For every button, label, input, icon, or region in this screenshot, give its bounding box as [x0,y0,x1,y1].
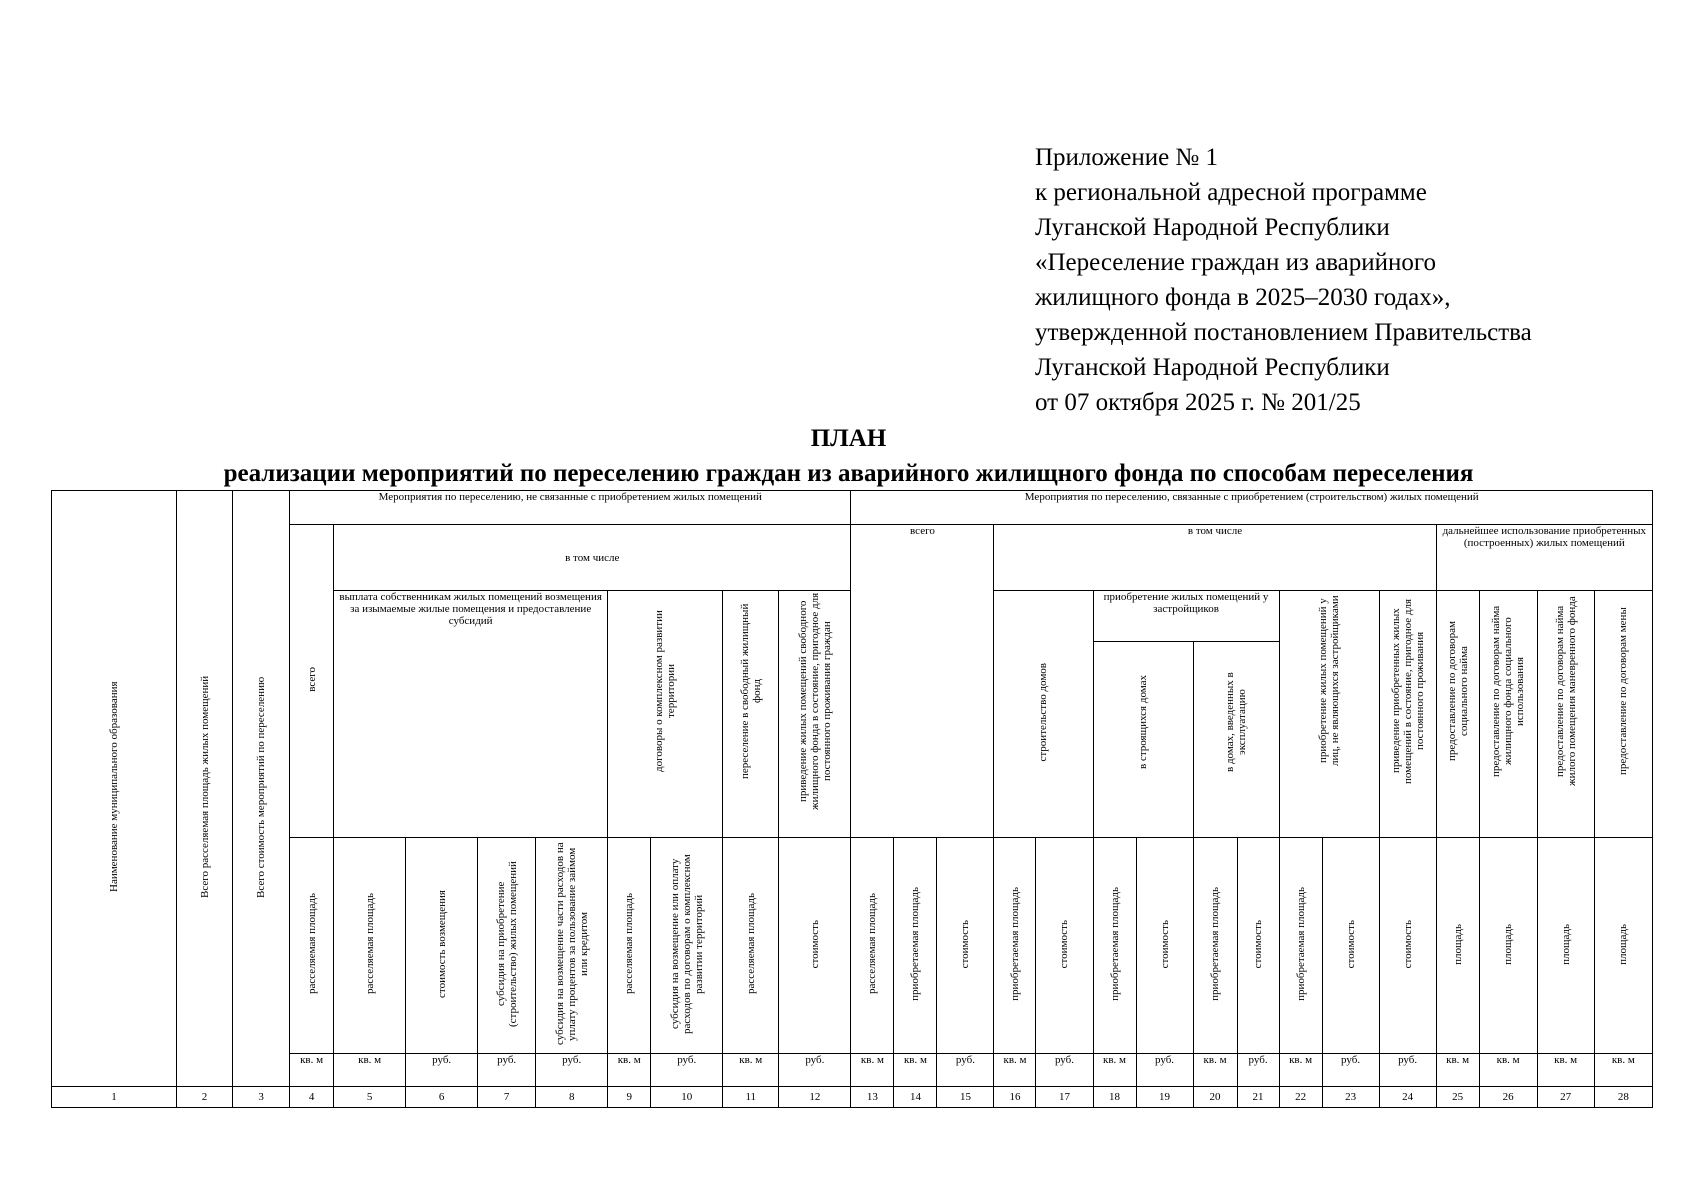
col-number: 7 [478,1087,536,1108]
a-bring [779,591,851,838]
unit-cell: руб. [478,1054,536,1087]
sub-6 [406,838,478,1054]
unit-cell: руб. [1036,1054,1093,1087]
unit-cell: кв. м [1436,1054,1479,1087]
sub-18 [1093,838,1136,1054]
unit-cell: кв. м [1537,1054,1594,1087]
annex-line: «Переселение граждан из аварийного [1035,249,1437,276]
col-number: 27 [1537,1087,1594,1108]
annex-line: Луганской Народной Республики [1035,354,1390,381]
sub-17-label: стоимость [1058,919,1071,969]
col-number: 20 [1193,1087,1237,1108]
b-buy-nondev [1279,591,1379,838]
plan-title: ПЛАН [810,425,887,452]
sub-11 [723,838,779,1054]
unit-cell: руб. [651,1054,723,1087]
unit-cell: руб. [1379,1054,1436,1087]
col-number: 23 [1322,1087,1379,1108]
sub-16-label: приобретаемая площадь [1008,887,1021,1001]
sub-4 [290,838,334,1054]
sub-8-label: субсидия на возмещение части расходов на уплату процентов за пользование займом или кредитом [553,842,590,1046]
group-b-header: Мероприятия по переселению, связанные с приобретением (строительством) жилых помещений [851,491,1653,525]
col-number: 5 [334,1087,406,1108]
b-bring [1379,591,1436,838]
unit-cell: кв. м [1093,1054,1136,1087]
sub-13-label: расселяемая площадь [866,893,879,995]
b-exchange-label: предоставление по договорам мены [1617,607,1630,775]
a-incl: в том числе [334,525,851,591]
sub-22-label: приобретаемая площадь [1294,887,1307,1001]
b-buy-dev: приобретение жилых помещений у застройщиков [1093,591,1279,642]
b-buy-nondev-label: приобретение жилых помещений у лиц, не являющихся застройщиками [1317,595,1342,767]
sub-19-label: стоимость [1158,919,1171,969]
b-soc [1436,591,1479,838]
b-bring-label: приведение приобретенных жилых помещений в состояние, пригодное для постоянного проживания [1389,598,1426,784]
b-build-label: строительство домов [1037,663,1050,762]
sub-7-label: субсидия на приобретение (строительство) жилых помещений [494,861,519,1027]
col-number: 16 [994,1087,1036,1108]
a-contracts-label: договоры о комплексном развитии территории [653,610,678,772]
col-municipality [52,491,177,1087]
sub-14 [894,838,937,1054]
col-total-cost [233,491,290,1087]
sub-17 [1036,838,1093,1054]
b-maneuver-label: предоставление по договорам найма жилого помещения маневренного фонда [1553,596,1578,786]
sub-5 [334,838,406,1054]
sub-13 [851,838,894,1054]
unit-cell: кв. м [1479,1054,1537,1087]
sub-15-label: стоимость [959,919,972,969]
b-maneuver [1537,591,1594,838]
col-number: 13 [851,1087,894,1108]
b-soc-use-label: предоставление по договорам найма жилищного фонда социального использования [1490,605,1527,777]
sub-7 [478,838,536,1054]
b-buy-dev-building [1093,642,1193,838]
sub-23 [1322,838,1379,1054]
sub-14-label: приобретаемая площадь [909,887,922,1001]
a-total [290,525,334,838]
annex-line: Приложение № 1 [1035,144,1219,171]
unit-cell: кв. м [723,1054,779,1087]
sub-16 [994,838,1036,1054]
col-number: 21 [1237,1087,1279,1108]
sub-27 [1537,838,1594,1054]
unit-cell: кв. м [1193,1054,1237,1087]
plan-subtitle: реализации мероприятий по переселению граждан из аварийного жилищного фонда по способам переселения [223,460,1474,487]
sub-10 [651,838,723,1054]
sub-8 [536,838,608,1054]
sub-5-label: расселяемая площадь [363,893,376,995]
col-number: 22 [1279,1087,1322,1108]
number-row [52,1087,1653,1108]
col-number: 18 [1093,1087,1136,1108]
col-total-area [177,491,233,1087]
sub-23-label: стоимость [1344,919,1357,969]
b-soc-use [1479,591,1537,838]
unit-cell: кв. м [1279,1054,1322,1087]
b-build [994,591,1093,838]
unit-cell: руб. [406,1054,478,1087]
unit-cell: кв. м [994,1054,1036,1087]
b-incl: в том числе [994,525,1436,591]
sub-24-label: стоимость [1401,919,1414,969]
sub-28-label: площадь [1617,923,1630,965]
col-number: 28 [1594,1087,1652,1108]
sub-26-label: площадь [1502,923,1515,965]
annex-line: Луганской Народной Республики [1035,214,1390,241]
col-number: 9 [608,1087,651,1108]
col-number: 15 [937,1087,994,1108]
a-bring-label: приведение жилых помещений свободного жилищного фонда в состояние, пригодное для постоянного проживания граждан [796,592,833,810]
col-total-cost-label: Всего стоимость мероприятий по переселению [255,676,268,898]
b-exchange [1594,591,1652,838]
unit-cell: кв. м [894,1054,937,1087]
unit-cell: руб. [937,1054,994,1087]
sub-28 [1594,838,1652,1054]
a-total-label: всего [305,667,318,692]
sub-19 [1136,838,1193,1054]
sub-12 [779,838,851,1054]
unit-cell: руб. [1322,1054,1379,1087]
annex-line: утвержденной постановлением Правительства [1035,319,1532,346]
col-number: 25 [1436,1087,1479,1108]
sub-25 [1436,838,1479,1054]
b-buy-dev-building-label: в строящихся домах [1137,675,1150,770]
sub-21-label: стоимость [1252,919,1265,969]
annex-line: от 07 октября 2025 г. № 201/25 [1035,389,1361,416]
b-buy-dev-commissioned [1193,642,1279,838]
col-number: 6 [406,1087,478,1108]
b-total: всего [851,525,994,838]
unit-cell: кв. м [851,1054,894,1087]
col-number: 1 [52,1087,177,1108]
col-number: 19 [1136,1087,1193,1108]
col-number: 3 [233,1087,290,1108]
a-free-fund [723,591,779,838]
b-buy-dev-commissioned-label: в домах, введенных в эксплуатацию [1224,672,1249,772]
unit-cell: руб. [1237,1054,1279,1087]
col-number: 14 [894,1087,937,1108]
col-municipality-label: Наименование муниципального образования [108,681,121,893]
unit-cell: руб. [536,1054,608,1087]
col-number: 24 [1379,1087,1436,1108]
sub-24 [1379,838,1436,1054]
annex-header [1035,140,1532,420]
col-number: 12 [779,1087,851,1108]
unit-cell: кв. м [290,1054,334,1087]
sub-20-label: приобретаемая площадь [1209,887,1222,1001]
col-number: 2 [177,1087,233,1108]
col-number: 8 [536,1087,608,1108]
unit-cell: руб. [779,1054,851,1087]
unit-cell: кв. м [1594,1054,1652,1087]
annex-line: к региональной адресной программе [1035,179,1427,206]
sub-9 [608,838,651,1054]
unit-cell: кв. м [334,1054,406,1087]
sub-22 [1279,838,1322,1054]
sub-11-label: расселяемая площадь [744,893,757,995]
unit-cell: руб. [1136,1054,1193,1087]
sub-26 [1479,838,1537,1054]
sub-25-label: площадь [1451,923,1464,965]
sub-9-label: расселяемая площадь [623,893,636,995]
col-number: 17 [1036,1087,1093,1108]
col-number: 4 [290,1087,334,1108]
sub-15 [937,838,994,1054]
sub-21 [1237,838,1279,1054]
unit-cell: кв. м [608,1054,651,1087]
sub-6-label: стоимость возмещения [435,890,448,998]
plan-table-wrapper [51,490,1653,1107]
sub-18-label: приобретаемая площадь [1108,887,1121,1001]
col-total-area-label: Всего расселяемая площадь жилых помещений [198,675,211,899]
annex-line: жилищного фонда в 2025–2030 годах», [1035,284,1451,311]
plan-table [51,490,1653,1108]
b-further: дальнейшее использование приобретенных (построенных) жилых помещений [1436,525,1652,591]
group-a-header: Мероприятия по переселению, не связанные с приобретением жилых помещений [290,491,851,525]
a-payout: выплата собственникам жилых помещений возмещения за изымаемые жилые помещения и предоставление субсидий [334,591,608,838]
sub-27-label: площадь [1559,923,1572,965]
col-number: 26 [1479,1087,1537,1108]
a-contracts [608,591,723,838]
col-number: 10 [651,1087,723,1108]
col-number: 11 [723,1087,779,1108]
a-free-fund-label: переселение в свободный жилищный фонд [738,603,763,779]
sub-4-label: расселяемая площадь [305,893,318,995]
sub-10-label: субсидия на возмещение или оплату расходов по договорам о комплексном развитии территорий [668,854,705,1034]
sub-20 [1193,838,1237,1054]
sub-12-label: стоимость [808,919,821,969]
b-soc-label: предоставление по договорам социального найма [1445,621,1470,761]
